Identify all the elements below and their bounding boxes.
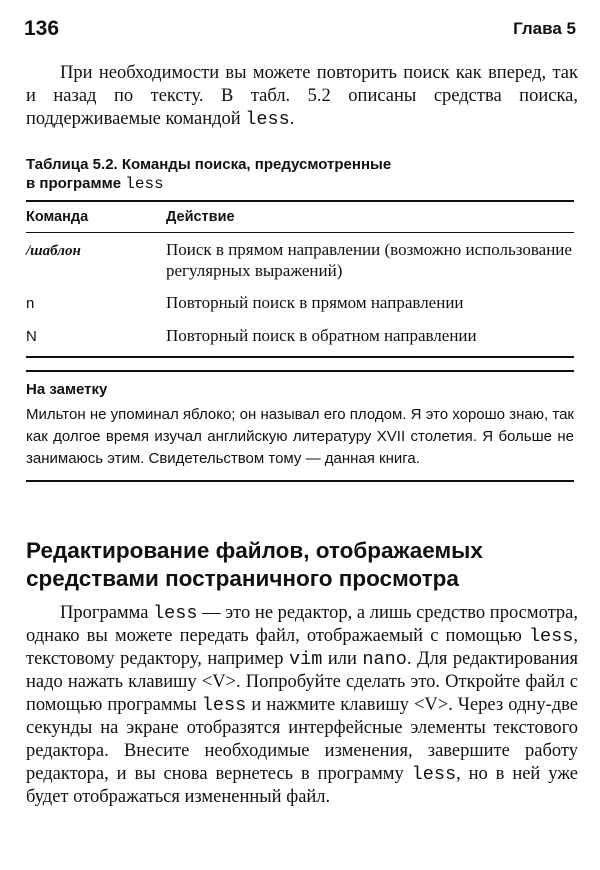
page-header: [24, 14, 576, 44]
column-header-action: Действие: [166, 201, 574, 233]
inline-code: less: [153, 603, 198, 624]
action-cell: Поиск в прямом направлении (возможно использование регулярных выражений): [166, 240, 572, 280]
command-cell: n: [26, 295, 35, 312]
note-body: Мильтон не упоминал яблоко; он называл его плодом. Я это хорошо знаю, так как долгое время изучал английскую литературу XVII столетия. Я больше не занимаюсь этим. Свидетельством тому — данная книга.: [26, 406, 574, 467]
table-header-row: [26, 201, 574, 233]
command-cell: N: [26, 328, 37, 345]
note-box: [26, 370, 574, 482]
command-cell: /шаблон: [26, 243, 81, 259]
inline-code: less: [411, 764, 457, 785]
page-number: 136: [24, 17, 60, 40]
intro-text: При необходимости вы можете повторить поиск как вперед, так и назад по тексту. В табл. 5.2 описаны средства поиска, поддерживаемые командой: [26, 63, 578, 129]
chapter-label: Глава 5: [513, 19, 576, 38]
inline-code: less: [528, 626, 574, 647]
search-commands-table: [26, 200, 574, 358]
inline-code: less: [245, 109, 290, 130]
intro-paragraph: При необходимости вы можете повторить поиск как вперед, так и назад по тексту. В табл. 5.2 описаны средства поиска, поддерживаемые командой less.: [26, 63, 578, 130]
table-caption-line1: Таблица 5.2. Команды поиска, предусмотренные: [26, 156, 392, 173]
table-row: [26, 286, 574, 319]
section-title-line1: Редактирование файлов, отображаемых: [26, 538, 483, 563]
note-title: На заметку: [26, 381, 108, 398]
table-caption-line2: в программе: [26, 175, 126, 192]
table-row: [26, 319, 574, 357]
section-title: [26, 537, 586, 593]
action-cell: Повторный поиск в обратном направлении: [166, 319, 574, 357]
section-title-line2: средствами постраничного просмотра: [26, 566, 459, 591]
inline-code: nano: [362, 649, 407, 670]
table-caption: [26, 155, 586, 194]
column-header-command: Команда: [26, 201, 166, 233]
body-paragraph: Программа less — это не редактор, а лишь средство просмотра, однако вы можете передать файл, отображаемый с помощью less, текстовому редактору, например vim или nano. Для редактирования надо нажать клавишу <V>. Попробуйте сделать это. Откройте файл с помощью программы less и нажмите клавишу <V>. Через одну-две секунды на экране отобразятся интерфейсные элементы текстового редактора. Внесите необходимые изменения, завершите работу редактора, и вы снова вернетесь в программу less, но в ней уже будет отображаться измененный файл.: [26, 603, 578, 807]
table-caption-code: less: [125, 175, 164, 193]
inline-code: less: [201, 695, 247, 716]
action-cell: Повторный поиск в прямом направлении: [166, 293, 464, 312]
inline-code: vim: [289, 649, 323, 670]
table-row: [26, 233, 574, 287]
